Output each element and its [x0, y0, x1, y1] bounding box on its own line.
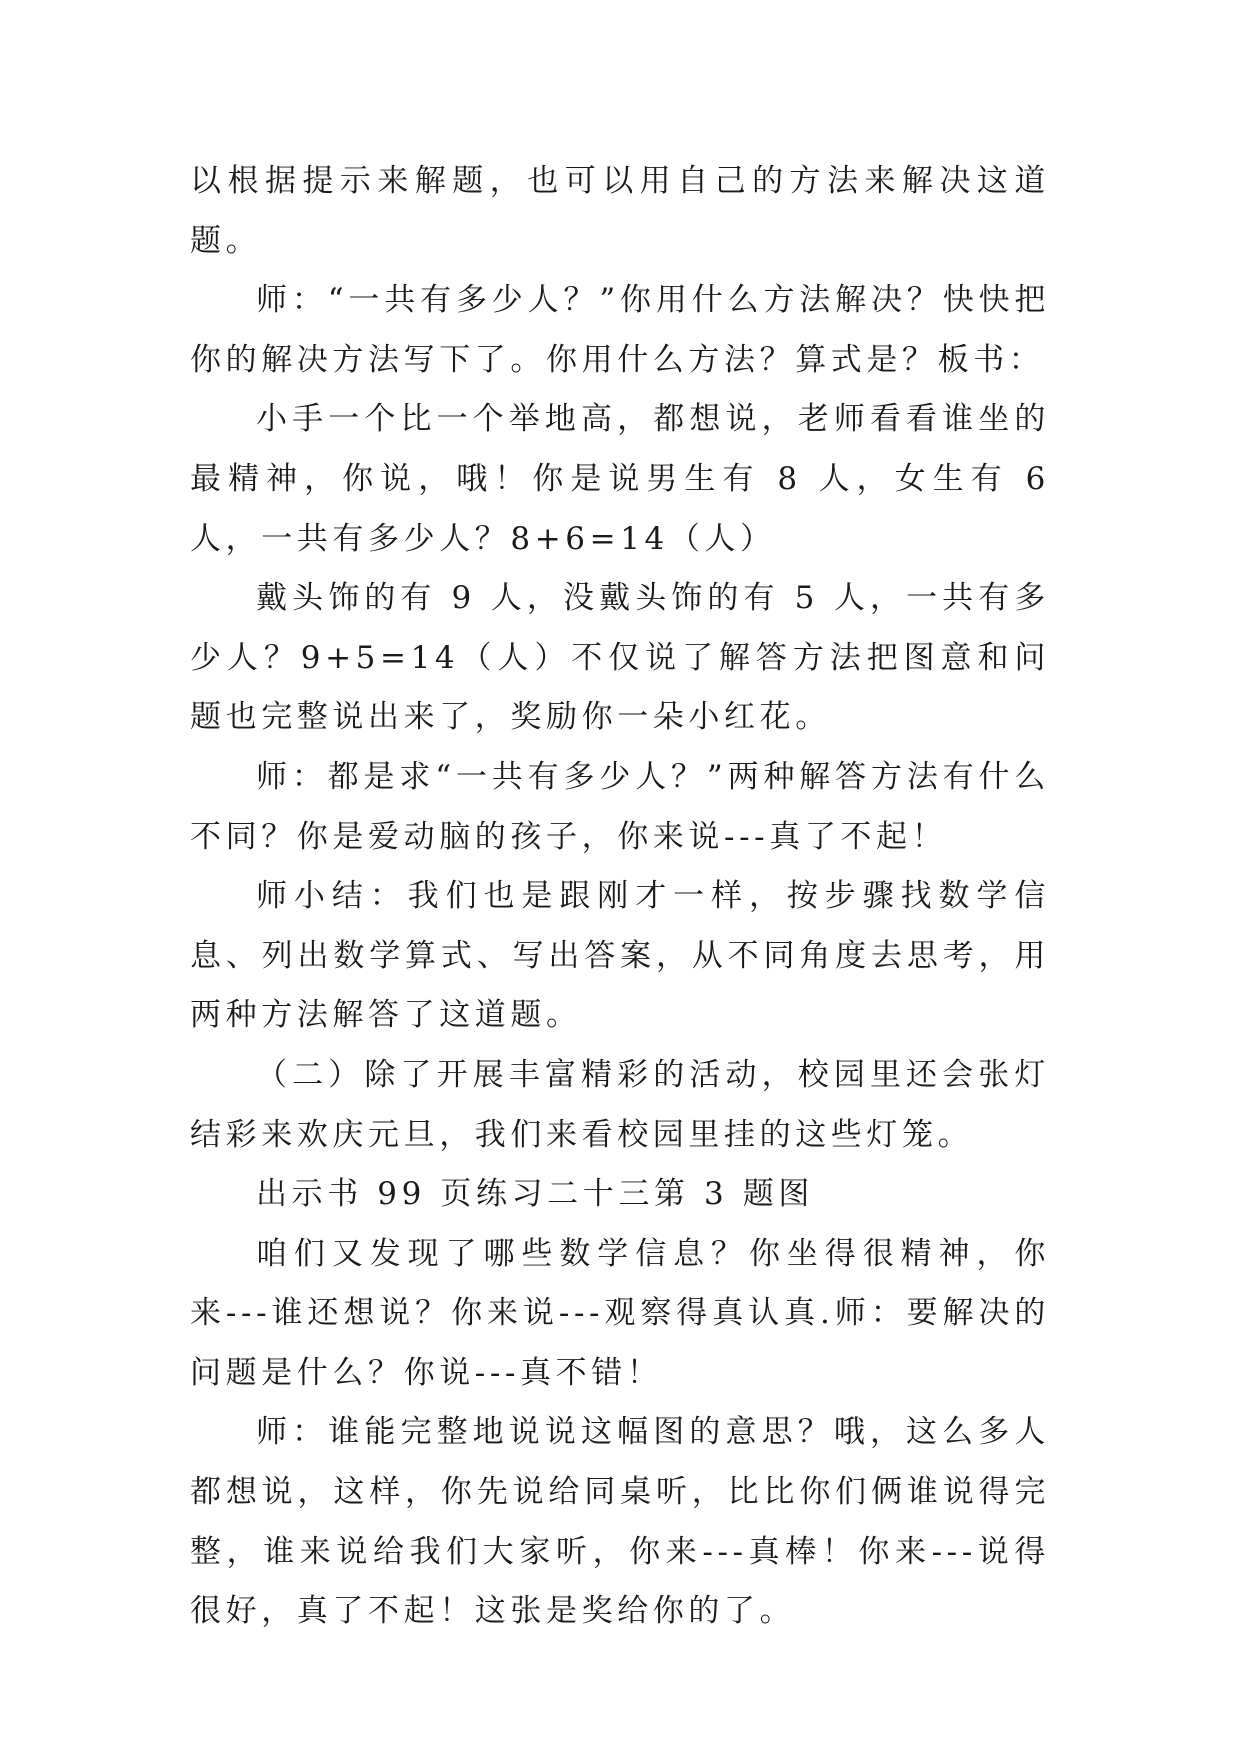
paragraph-4: 戴头饰的有 9 人，没戴头饰的有 5 人，一共有多少人？9+5=14（人）不仅说了解答方法把图意和问题也完整说出来了，奖励你一朵小红花。 [190, 580, 1050, 736]
paragraph-8: 出示书 99 页练习二十三第 3 题图 [256, 1176, 814, 1213]
paragraph-10: 师：谁能完整地说说这幅图的意思？哦，这么多人都想说，这样，你先说给同桌听，比比你们俩谁说得完整，谁来说给我们大家听，你来---真棒！你来---说得很好，真了不起！这张是奖给你的了。 [190, 1414, 1050, 1630]
paragraph-3: 小手一个比一个举地高，都想说，老师看看谁坐的最精神，你说，哦！你是说男生有 8 人，女生有 6 人，一共有多少人？8+6=14（人） [190, 401, 1050, 557]
paragraph-2: 师：“一共有多少人？”你用什么方法解决？快快把你的解决方法写下了。你用什么方法？算式是？板书： [190, 282, 1050, 378]
paragraph-6: 师小结：我们也是跟刚才一样，按步骤找数学信息、列出数学算式、写出答案，从不同角度去思考，用两种方法解答了这道题。 [190, 878, 1050, 1034]
paragraph-7: （二）除了开展丰富精彩的活动，校园里还会张灯结彩来欢庆元旦，我们来看校园里挂的这些灯笼。 [190, 1056, 1050, 1153]
paragraph-9: 咱们又发现了哪些数学信息？你坐得很精神，你来---谁还想说？你来说---观察得真认真.师：要解决的问题是什么？你说---真不错！ [190, 1235, 1050, 1391]
document-body [190, 152, 1050, 1642]
paragraph-1: 以根据提示来解题，也可以用自己的方法来解决这道题。 [190, 163, 1050, 259]
paragraph-5: 师：都是求“一共有多少人？”两种解答方法有什么不同？你是爱动脑的孩子，你来说---真了不起！ [190, 758, 1050, 855]
